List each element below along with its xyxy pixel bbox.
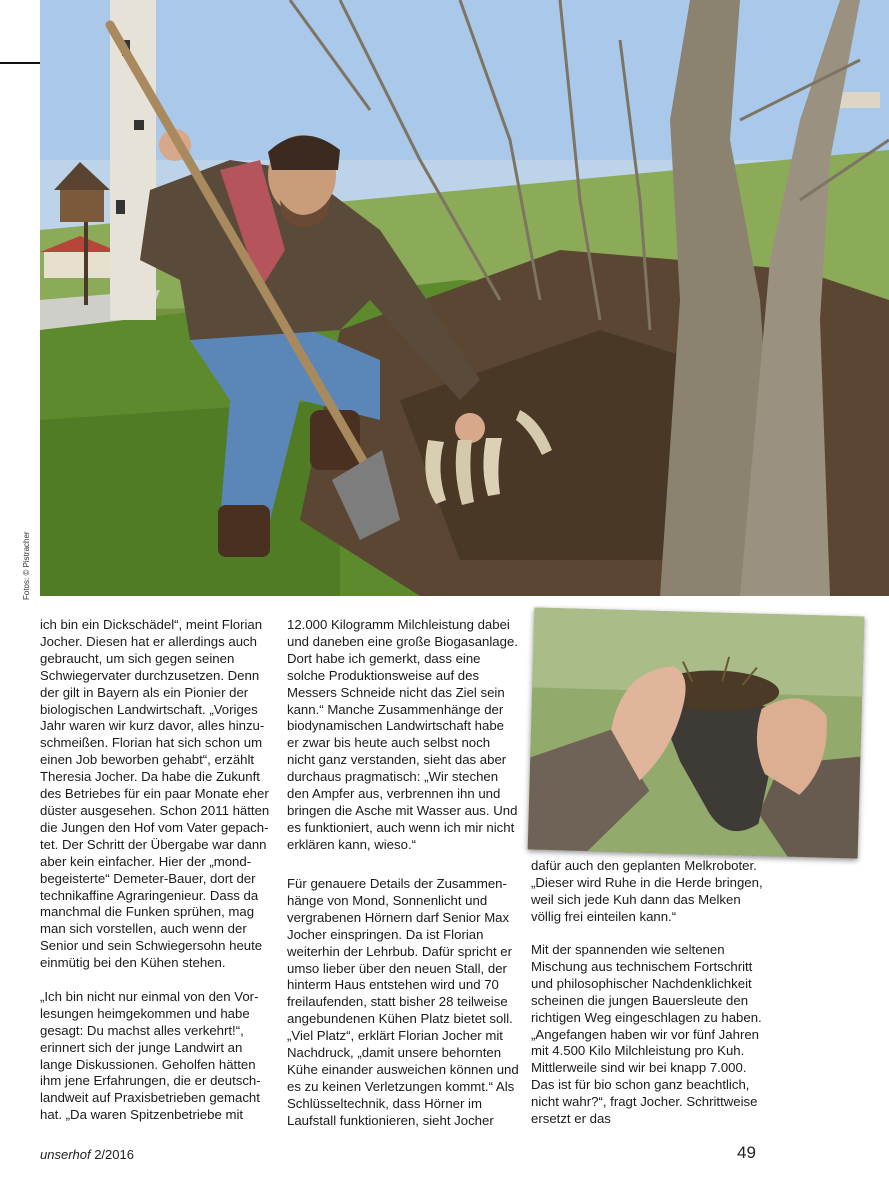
article-column-3 [531, 858, 763, 926]
article-column-3-lower [531, 942, 763, 1128]
col1-paragraph-2: „Ich bin nicht nur einmal von den Vorlesungen heimgekommen und habe gesagt: Du machst alles verkehrt!“, erinnert sich der junge Landwirt an lange Diskussionen. Geholfen hätten ihm jene Erfahrungen, die er deutschlandweit auf Praxisbetrieben gemacht hat. „Da waren Spitzenbetriebe mit [40, 988, 261, 1123]
article-column-2 [287, 617, 519, 854]
article-column-2-lower [287, 876, 519, 1130]
hero-photo-illustration [40, 0, 889, 596]
col3-paragraph-1: Für genauere Details der Zusammenhänge von Mond, Sonnenlicht und vergrabenen Hörnern darf Senior Max Jocher einspringen. Da ist Florian weiterhin der Lehrbub. Dafür spricht er umso lieber über den neuen Stall, der hinterm Haus entstehen wird und 70 freilaufenden, statt bisher 28 teilweise angebundenen Kühen Platz bietet soll. „Viel Platz“, erklärt Florian Jocher mit Nachdruck, „damit unsere behornten Kühe einander ausweichen können und es zu keinen Verletzungen kommt.“ Als Schlüsseltechnik, dass Hörner im Laufstall funktionieren, sieht Jocher [287, 876, 519, 1128]
page-number: 49 [737, 1143, 756, 1162]
magazine-footer [40, 1147, 134, 1162]
photo-credit-text: Fotos: © Pistracher [22, 531, 31, 600]
hero-photo [40, 0, 889, 596]
hands-horn-photo [528, 607, 865, 858]
col4-paragraph-1: dafür auch den geplanten Melkroboter. „Dieser wird Ruhe in die Herde bringen, weil sich jede Kuh dann das Melken völlig frei einteilen kann.“ [531, 858, 763, 924]
top-rule [0, 62, 40, 64]
magazine-issue: 2/2016 [90, 1147, 134, 1162]
col4-paragraph-2: Mit der spannenden wie seltenen Mischung aus technischem Fortschritt und philosophischer Nachdenklichkeit scheinen die jungen Bauersleute den richtigen Weg eingeschlagen zu haben. „Angefangen haben wir vor fünf Jahren mit 4.500 Kilo Milchleistung pro Kuh. Mittlerweile sind wir bei knapp 7.000. Das ist für bio schon ganz beachtlich, nicht wahr?“, fragt Jocher. Schrittweise ersetzt er das [531, 942, 762, 1127]
hands-horn-photo-illustration [528, 607, 865, 858]
magazine-name: unserhof [40, 1147, 91, 1162]
article-column-1 [40, 617, 272, 1124]
col2-paragraph-1: 12.000 Kilogramm Milchleistung dabei und daneben eine große Biogasanlage. Dort habe ich gemerkt, dass eine solche Produktionsweise auf des Messers Schneide nicht das Ziel sein kann.“ Manche Zusammenhänge der biodynamischen Landwirtschaft habe er zwar bis heute auch selbst noch nicht ganz verstanden, sieht das aber durchaus pragmatisch: „Wir stechen den Ampfer aus, verbrennen ihn und bringen die Asche mit Wasser aus. Und es funktioniert, auch wenn ich mir nicht erklären kann, wieso.“ [287, 617, 518, 852]
photo-credit [22, 520, 36, 600]
col1-paragraph-1: ich bin ein Dickschädel“, meint Florian Jocher. Diesen hat er allerdings auch gebraucht, um sich gegen seinen Schwiegervater durchzusetzen. Denn der gilt in Bayern als ein Pionier der biologischen Landwirtschaft. „Voriges Jahr waren wir kurz davor, alles hinzuschmeißen. Florian hat sich schon um einen Job beworben gehabt“, erzählt Theresia Jocher. Da habe die Zukunft des Betriebes für ein paar Monate eher düster ausgesehen. Schon 2011 hätten die Jungen den Hof vom Vater gepachtet. Der Schritt der Übergabe war dann aber kein einfacher. Hier der „mondbegeisterte“ Demeter-Bauer, dort der technikaffine Agraringenieur. Dass da manchmal die Funken sprühen, mag man sich vorstellen, auch wenn der Senior und sein Schwiegersohn heute einmütig bei den Kühen stehen. [40, 617, 270, 971]
